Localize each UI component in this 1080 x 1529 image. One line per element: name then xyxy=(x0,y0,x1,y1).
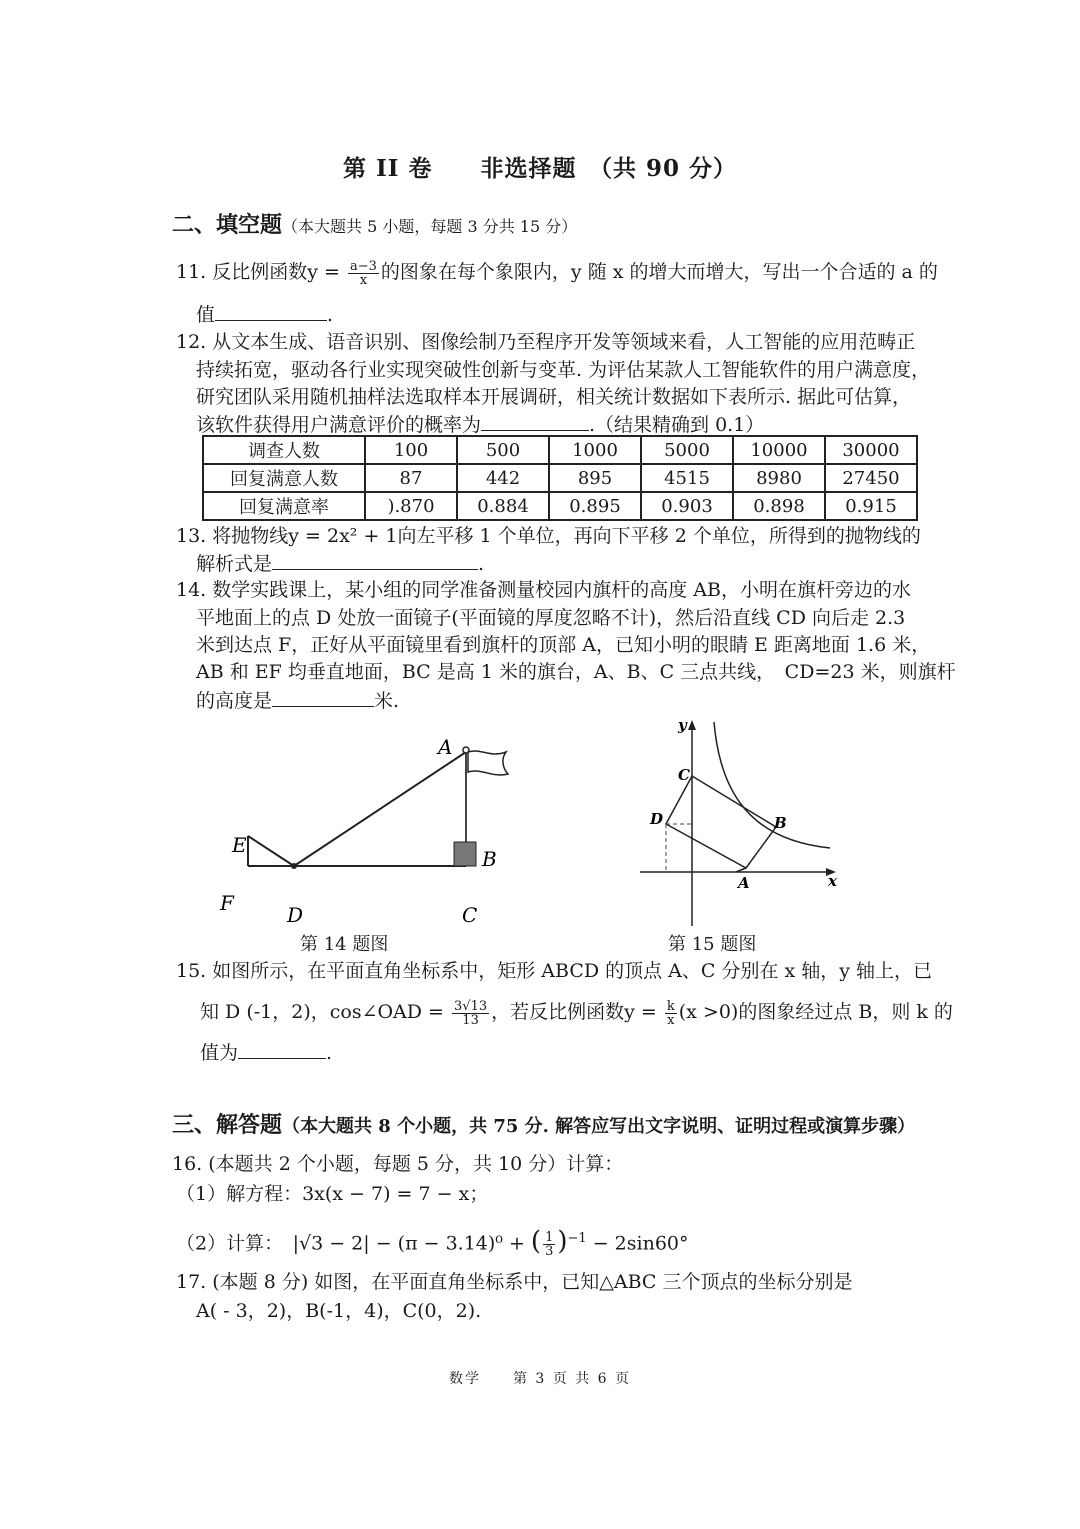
label-A: A xyxy=(738,874,750,892)
table-cell: 442 xyxy=(457,464,549,492)
q11-suffix: 的图象在每个象限内，y 随 x 的增大而增大，写出一个合适的 a 的 xyxy=(380,261,938,283)
q14-line5-pre: 的高度是 xyxy=(196,690,273,712)
table-cell: 30000 xyxy=(825,436,917,464)
q12-line4-pre: 该软件获得用户满意评价的概率为 xyxy=(196,414,482,436)
question-15-line-3 xyxy=(200,1038,332,1067)
cos-frac-num: 3√13 xyxy=(454,998,488,1014)
question-12-line-1: 12. 从文本生成、语音识别、图像绘制乃至程序开发等领域来看，人工智能的应用范畴正 xyxy=(176,331,916,353)
question-17-line-1: 17. (本题 8 分) 如图，在平面直角坐标系中，已知△ABC 三个顶点的坐标分别是 xyxy=(176,1271,853,1293)
question-15-line-1: 15. 如图所示，在平面直角坐标系中，矩形 ABCD 的顶点 A、C 分别在 x 轴，y 轴上，已 xyxy=(176,960,933,982)
figure-14-caption: 第 14 题图 xyxy=(300,934,389,955)
paren-right: ) xyxy=(557,1226,568,1257)
table-cell: 0.915 xyxy=(825,492,917,520)
hyperbola-curve xyxy=(714,722,830,848)
label-A: A xyxy=(438,735,453,759)
label-C: C xyxy=(462,903,478,927)
question-12-line-3: 研究团队采用随机抽样法选取样本开展调研，相关统计数据如下表所示. 据此可估算， xyxy=(196,386,912,408)
question-11-line-2 xyxy=(196,300,333,329)
q15-line2-a: 知 D (-1，2)，cos∠OAD = xyxy=(200,1001,451,1023)
cos-frac-den: 13 xyxy=(462,1012,479,1028)
exponent: −1 xyxy=(567,1231,587,1246)
paren-left: ( xyxy=(530,1226,542,1257)
ray-ED xyxy=(248,836,294,866)
label-E: E xyxy=(232,833,247,857)
section-3-heading xyxy=(172,1108,915,1139)
table-cell: 1000 xyxy=(549,436,641,464)
k-frac-den: x xyxy=(667,1012,675,1028)
answer-blank-15[interactable] xyxy=(238,1038,326,1059)
answer-blank-14[interactable] xyxy=(272,686,374,707)
table-header-cell: 调查人数 xyxy=(203,436,365,464)
flag-platform xyxy=(454,842,476,866)
label-B: B xyxy=(774,814,787,832)
page-footer: 数学 第 3 页 共 6 页 xyxy=(448,1371,632,1387)
label-x: x xyxy=(828,872,837,890)
y-axis-arrow-icon xyxy=(688,720,696,730)
table-cell: 0.903 xyxy=(641,492,733,520)
table-row xyxy=(203,492,917,520)
answer-blank-13[interactable] xyxy=(272,549,478,570)
table-cell: 500 xyxy=(457,436,549,464)
table-row xyxy=(203,464,917,492)
table-cell: ).870 xyxy=(365,492,457,520)
question-16-part-1: （1）解方程：3x(x − 7) = 7 − x； xyxy=(176,1183,489,1205)
third-fraction xyxy=(543,1231,555,1258)
q11-end: . xyxy=(327,304,334,326)
question-14-line-3: 米到达点 F，正好从平面镜里看到旗杆的顶部 A，已知小明的眼睛 E 距离地面 1.6 米， xyxy=(196,634,931,656)
question-14-line-1: 14. 数学实践课上，某小组的同学准备测量校园内旗杆的高度 AB，小明在旗杆旁边的水 xyxy=(176,579,911,601)
label-D: D xyxy=(287,903,304,927)
question-11-line-1 xyxy=(176,258,938,287)
section-3-title: 三、解答题 xyxy=(172,1112,283,1138)
label-C: C xyxy=(678,766,690,784)
q14-line5-post: 米. xyxy=(374,690,400,712)
table-header-cell: 回复满意人数 xyxy=(203,464,365,492)
q16-part2-a: （2）计算： |√3 − 2| − (π − 3.14)⁰ + xyxy=(176,1232,531,1255)
q13-line2: 解析式是 xyxy=(196,553,273,575)
q15-line3: 值为 xyxy=(200,1042,239,1064)
q15-line2-b: ，若反比例函数y = xyxy=(491,1001,663,1023)
table-cell: 8980 xyxy=(733,464,825,492)
answer-blank-12[interactable] xyxy=(481,410,589,431)
q12-line4-post: .（结果精确到 0.1） xyxy=(589,414,765,436)
q15-line2-c: (x >0)的图象经过点 B，则 k 的 xyxy=(678,1001,953,1023)
q11-frac-num: a−3 xyxy=(350,258,377,274)
figure-14 xyxy=(210,730,530,930)
q11-prefix: 11. 反比例函数y = xyxy=(176,261,346,283)
question-16-line-1: 16. (本题共 2 个小题，每题 5 分，共 10 分）计算： xyxy=(172,1153,624,1175)
q16-part2-b: − 2sin60° xyxy=(586,1232,689,1255)
label-D: D xyxy=(650,810,664,828)
question-14-line-2: 平地面上的点 D 处放一面镜子(平面镜的厚度忽略不计)，然后沿直线 CD 向后走 2.3 xyxy=(196,607,906,629)
figure-15-caption: 第 15 题图 xyxy=(668,934,757,955)
third-frac-num: 1 xyxy=(545,1229,554,1245)
ray-DA xyxy=(294,752,466,866)
survey-table xyxy=(202,435,918,521)
flag-icon xyxy=(468,751,508,775)
table-cell: 100 xyxy=(365,436,457,464)
table-cell: 0.884 xyxy=(457,492,549,520)
question-14-line-5 xyxy=(196,686,399,715)
question-15-line-2 xyxy=(200,998,953,1027)
q11-fraction xyxy=(348,260,379,287)
mirror-point xyxy=(291,863,297,869)
section-3-note: （本大题共 8 个小题，共 75 分. 解答应写出文字说明、证明过程或演算步骤） xyxy=(282,1116,916,1137)
question-12-line-2: 持续拓宽，驱动各行业实现突破性创新与变革. 为评估某款人工智能软件的用户满意度， xyxy=(196,359,931,381)
label-B: B xyxy=(482,847,497,871)
table-cell: 5000 xyxy=(641,436,733,464)
label-F: F xyxy=(220,891,234,915)
question-14-line-4: AB 和 EF 均垂直地面，BC 是高 1 米的旗台，A、B、C 三点共线， CD=23 米，则旗杆 xyxy=(196,661,956,683)
table-row xyxy=(203,436,917,464)
section-2-note: （本大题共 5 小题，每题 3 分共 15 分） xyxy=(282,217,578,236)
q11-line2: 值 xyxy=(196,304,216,326)
question-17-line-2: A( - 3，2)，B(-1，4)，C(0，2). xyxy=(196,1300,482,1322)
figure-15 xyxy=(640,712,850,928)
page-title: 第 II 卷 非选择题 （共 90 分） xyxy=(342,155,738,182)
table-cell: 4515 xyxy=(641,464,733,492)
q11-frac-den: x xyxy=(359,272,368,288)
table-cell: 895 xyxy=(549,464,641,492)
table-cell: 87 xyxy=(365,464,457,492)
q13-end: . xyxy=(478,553,485,575)
third-frac-den: 3 xyxy=(545,1243,554,1259)
k-fraction xyxy=(665,1000,677,1027)
table-cell: 10000 xyxy=(733,436,825,464)
question-13-line-1: 13. 将抛物线y = 2x² + 1向左平移 1 个单位，再向下平移 2 个单位，所得到的抛物线的 xyxy=(176,525,921,547)
question-13-line-2 xyxy=(196,549,484,578)
cos-fraction xyxy=(452,1000,489,1027)
label-y: y xyxy=(678,716,687,734)
k-frac-num: k xyxy=(666,998,675,1014)
answer-blank-11[interactable] xyxy=(215,300,327,321)
table-cell: 27450 xyxy=(825,464,917,492)
q15-end: . xyxy=(326,1042,333,1064)
question-16-part-2 xyxy=(176,1225,689,1258)
section-2-title: 二、填空题 xyxy=(172,212,283,238)
table-cell: 0.895 xyxy=(549,492,641,520)
table-cell: 0.898 xyxy=(733,492,825,520)
section-2-heading xyxy=(172,208,577,239)
table-header-cell: 回复满意率 xyxy=(203,492,365,520)
